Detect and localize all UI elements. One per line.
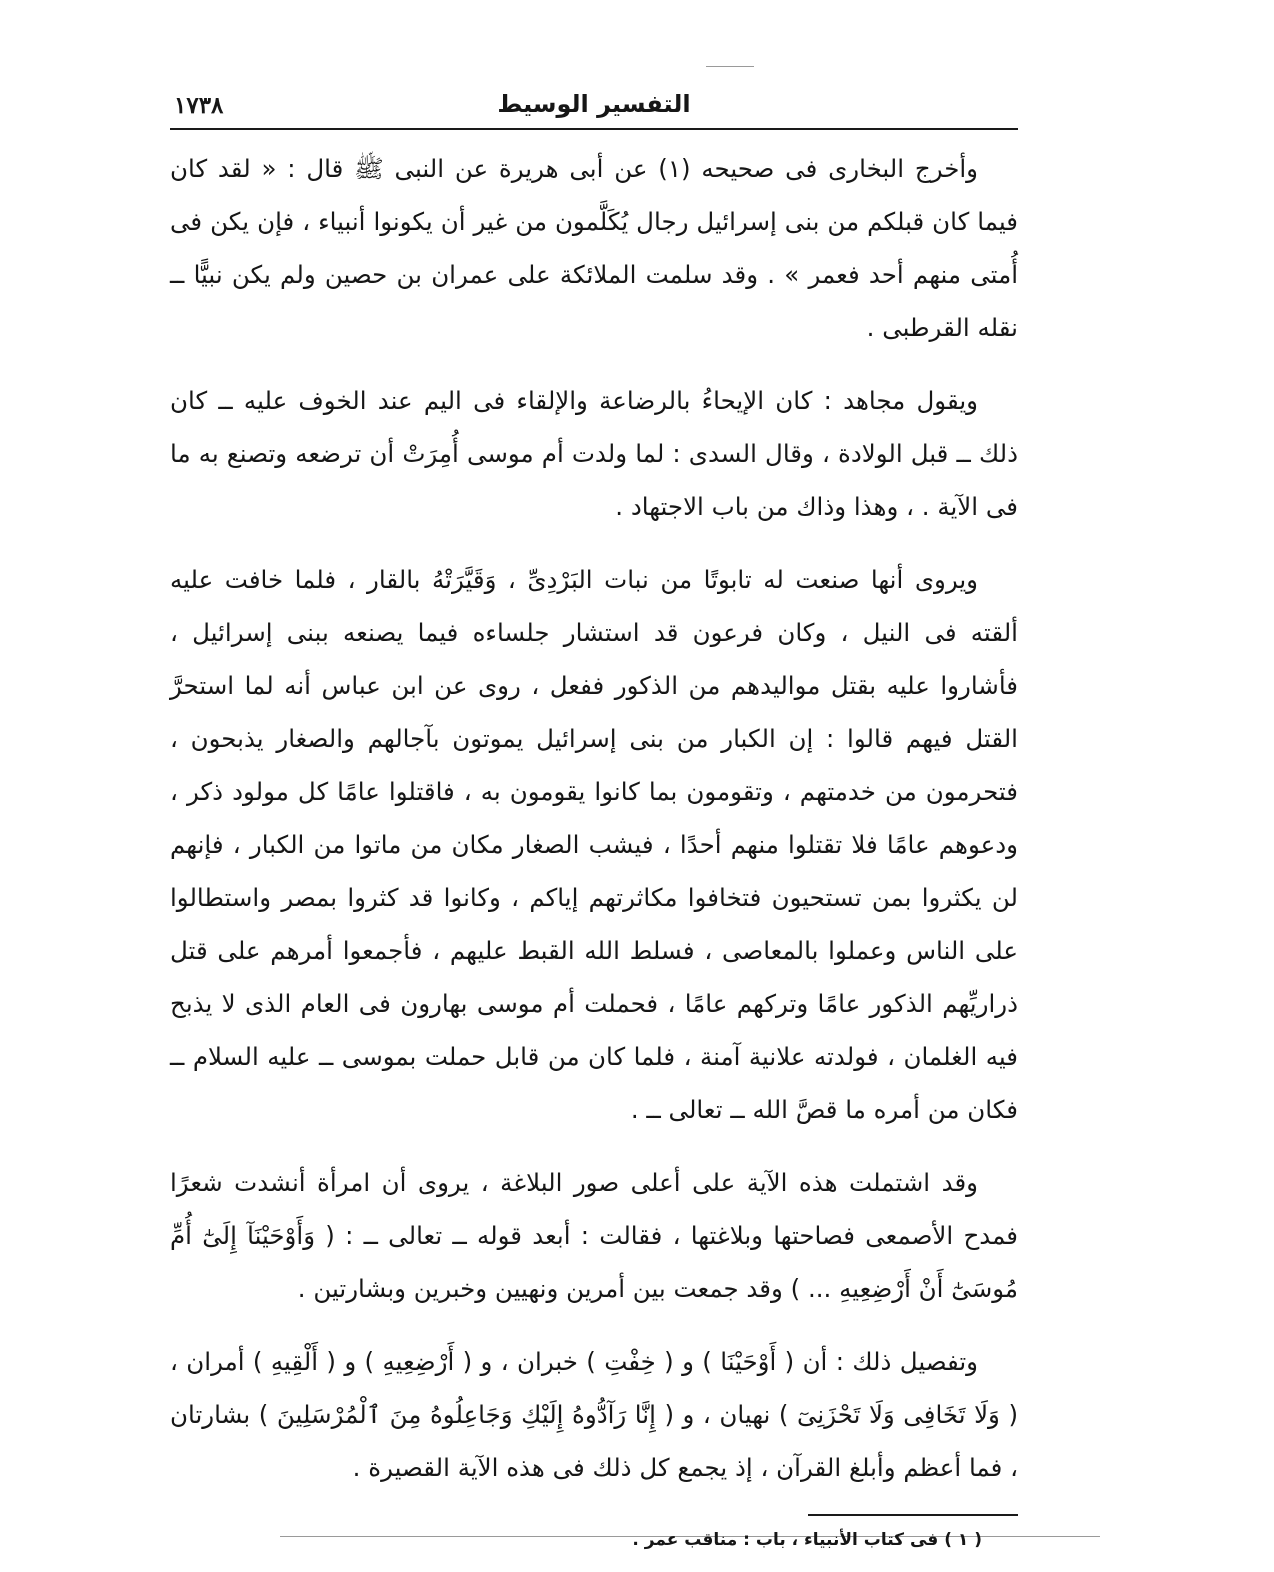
- running-title: التفسير الوسيط: [497, 90, 691, 118]
- paragraph: وقد اشتملت هذه الآية على أعلى صور البلاغة ، يروى أن امرأة أنشدت شعرًا فمدح الأصمعى فصاحتها وبلاغتها ، فقالت : أبعد قوله ــ تعالى ــ : ( وَأَوْحَيْنَآ إِلَىٰٓ أُمِّ مُوسَىٰٓ أَنْ أَرْضِعِيهِ ... ) وقد جمعت بين أمرين ونهيين وخبرين وبشارتين .: [170, 1168, 1018, 1303]
- footnote: ( ١ ) فى كتاب الأنبياء ، باب : مناقب عمر .: [632, 1530, 982, 1550]
- page-number: ١٧٣٨: [174, 92, 224, 119]
- scan-mark-top: [706, 66, 754, 67]
- paragraph: وتفصيل ذلك : أن ( أَوْحَيْنَا ) و ( خِفْتِ ) خبران ، و ( أَرْضِعِيهِ ) و ( أَلْقِيهِ ) أمران ، ( وَلَا تَخَافِى وَلَا تَحْزَنِىٓ ) نهيان ، و ( إِنَّا رَآدُّوهُ إِلَيْكِ وَجَاعِلُوهُ مِنَ ٱلْمُرْسَلِينَ ) بشارتان ، فما أعظم وأبلغ القرآن ، إذ يجمع كل ذلك فى هذه الآية القصيرة .: [170, 1347, 1018, 1482]
- document-page: [170, 84, 1018, 1550]
- paragraph: ويروى أنها صنعت له تابوتًا من نبات البَرْدِىِّ ، وَقَيَّرَتْهُ بالقار ، فلما خافت عليه ألقته فى النيل ، وكان فرعون قد استشار جلساءه فيما يصنعه ببنى إسرائيل ، فأشاروا عليه بقتل مواليدهم من الذكور ففعل ، روى عن ابن عباس أنه لما استحرَّ القتل فيهم قالوا : إن الكبار من بنى إسرائيل يموتون بآجالهم والصغار يذبحون ، فتحرمون من خدمتهم ، وتقومون بما كانوا يقومون به ، فاقتلوا عامًا كل مولود ذكر ، ودعوهم عامًا فلا تقتلوا منهم أحدًا ، فيشب الصغار مكان من ماتوا من الكبار ، فإنهم لن يكثروا بمن تستحيون فتخافوا مكاثرتهم إياكم ، وكانوا قد كثروا بمصر واستطالوا على الناس وعملوا بالمعاصى ، فسلط الله القبط عليهم ، فأجمعوا أمرهم على قتل ذراريِّهم الذكور عامًا وتركهم عامًا ، فحملت أم موسى بهارون فى العام الذى لا يذبح فيه الغلمان ، فولدته علانية آمنة ، فلما كان من قابل حملت بموسى ــ عليه السلام ــ فكان من أمره ما قصَّ الله ــ تعالى ــ .: [170, 565, 1018, 1124]
- paragraph: وأخرج البخارى فى صحيحه (١) عن أبى هريرة عن النبى ﷺ قال : « لقد كان فيما كان قبلكم من بنى إسرائيل رجال يُكَلَّمون من غير أن يكونوا أنبياء ، فإن يكن فى أُمتى منهم أحد فعمر » . وقد سلمت الملائكة على عمران بن حصين ولم يكن نبيًّا ــ نقله القرطبى .: [170, 154, 1018, 342]
- page-header: [170, 84, 1018, 126]
- footnote-rule: [808, 1514, 1018, 1516]
- header-rule: [170, 128, 1018, 130]
- body-text: [170, 142, 1018, 1494]
- paragraph: ويقول مجاهد : كان الإيحاءُ بالرضاعة والإلقاء فى اليم عند الخوف عليه ــ كان ذلك ــ قبل الولادة ، وقال السدى : لما ولدت أم موسى أُمِرَتْ أن ترضعه وتصنع به ما فى الآية . ، وهذا وذاك من باب الاجتهاد .: [170, 386, 1018, 521]
